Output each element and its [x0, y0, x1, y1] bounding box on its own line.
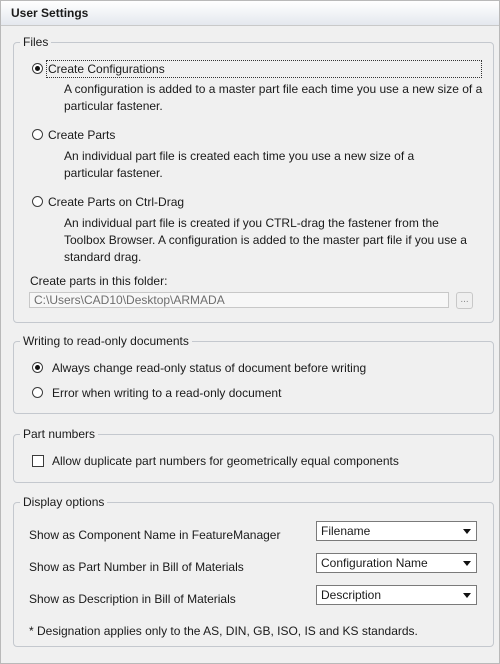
chevron-down-icon [463, 561, 471, 566]
settings-body [1, 26, 499, 663]
panel-header [1, 1, 499, 26]
component-name-label: Show as Component Name in FeatureManager [29, 528, 281, 542]
create-configurations-radio[interactable] [32, 63, 43, 74]
create-parts-ctrl-drag-radio[interactable] [32, 196, 43, 207]
folder-label: Create parts in this folder: [30, 274, 168, 288]
browse-folder-button[interactable]: ... [456, 292, 473, 309]
create-parts-ctrl-drag-label[interactable]: Create Parts on Ctrl-Drag [48, 195, 185, 209]
always-change-readonly-label[interactable]: Always change read-only status of document before writing [52, 361, 367, 375]
part-number-select[interactable] [316, 553, 477, 573]
description-select[interactable] [316, 585, 477, 605]
create-configurations-desc: A configuration is added to a master part file each time you use a new size of a particular fastener. [64, 82, 483, 113]
designation-note: * Designation applies only to the AS, DIN, GB, ISO, IS and KS standards. [29, 624, 418, 638]
chevron-down-icon [463, 529, 471, 534]
create-parts-desc: An individual part file is created each time you use a new size of a particular fastener. [64, 149, 415, 180]
allow-duplicate-label[interactable]: Allow duplicate part numbers for geometrically equal components [52, 454, 399, 468]
part-numbers-legend: Part numbers [20, 427, 98, 441]
error-readonly-radio[interactable] [32, 387, 43, 398]
create-parts-radio[interactable] [32, 129, 43, 140]
component-name-select[interactable] [316, 521, 477, 541]
description-label: Show as Description in Bill of Materials [29, 592, 236, 606]
create-configurations-label[interactable]: Create Configurations [48, 62, 480, 76]
files-group [13, 35, 494, 323]
part-number-label: Show as Part Number in Bill of Materials [29, 560, 244, 574]
readonly-legend: Writing to read-only documents [20, 334, 192, 348]
error-readonly-label[interactable]: Error when writing to a read-only document [52, 386, 282, 400]
always-change-readonly-radio[interactable] [32, 362, 43, 373]
files-legend: Files [20, 35, 51, 49]
part-numbers-group [13, 427, 494, 483]
display-options-legend: Display options [20, 495, 107, 509]
component-name-value: Filename [321, 524, 371, 538]
chevron-down-icon [463, 593, 471, 598]
create-parts-label[interactable]: Create Parts [48, 128, 116, 142]
description-value: Description [321, 588, 382, 602]
part-number-value: Configuration Name [321, 556, 428, 570]
panel-title: User Settings [11, 6, 89, 20]
readonly-group [13, 334, 494, 414]
folder-path-input[interactable] [29, 292, 449, 308]
allow-duplicate-checkbox[interactable] [32, 455, 44, 467]
create-parts-ctrl-drag-desc: An individual part file is created if you CTRL-drag the fastener from the Toolbox Browser. A configuration is added to the master part file if you use a standard drag. [64, 216, 467, 264]
